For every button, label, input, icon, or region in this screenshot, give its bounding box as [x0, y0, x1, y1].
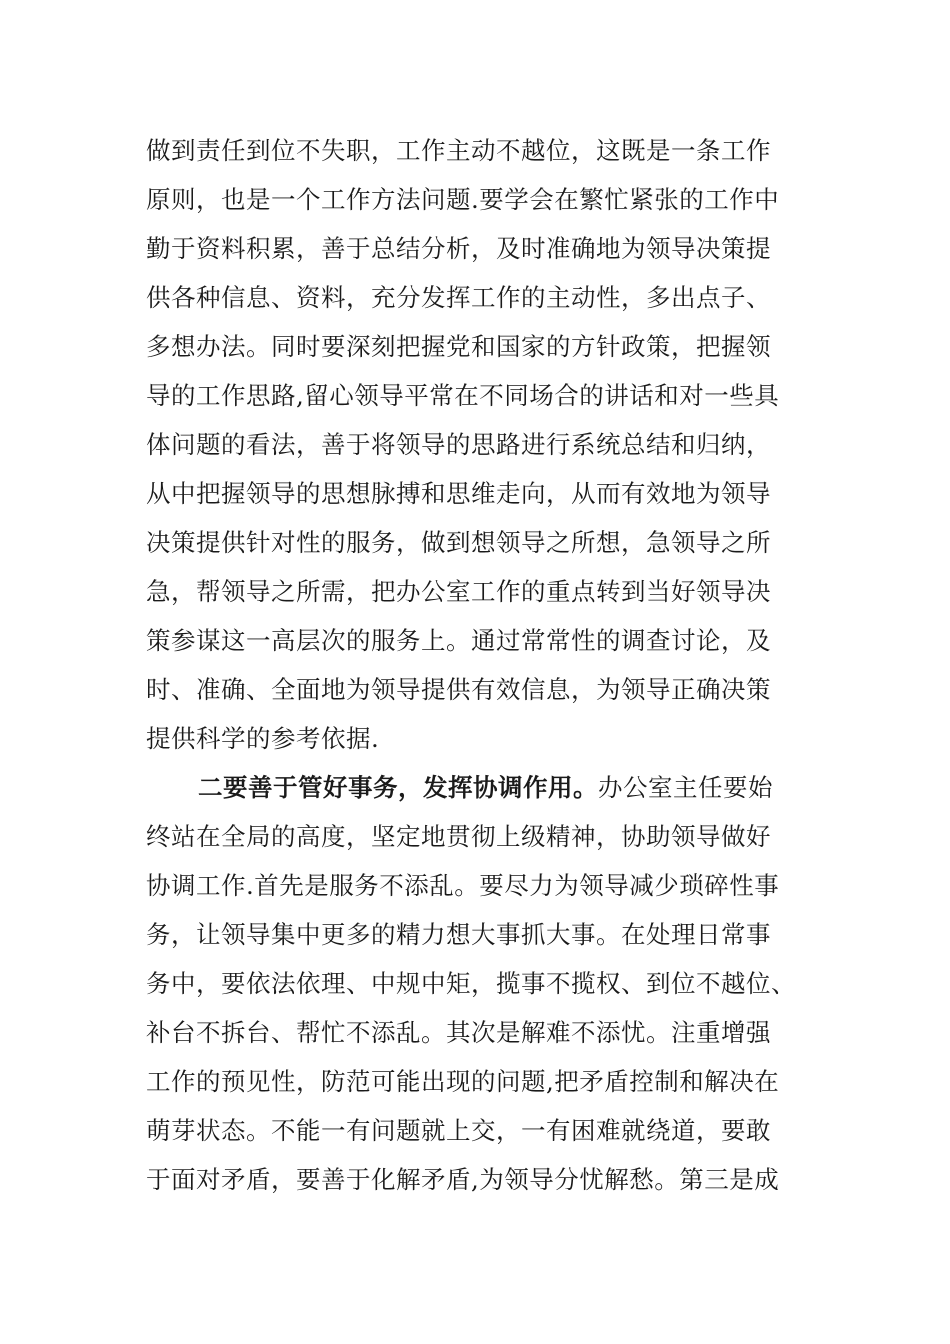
- paragraph-line: 时、准确、全面地为领导提供有效信息，为领导正确决策: [146, 675, 771, 704]
- paragraph-line: 策参谋这一高层次的服务上。通过常常性的调查讨论，及: [146, 626, 771, 655]
- paragraph-line: 于面对矛盾，要善于化解矛盾,为领导分忧解愁。第三是成: [146, 1165, 780, 1194]
- paragraph-line: 做到责任到位不失职，工作主动不越位，这既是一条工作: [146, 136, 771, 165]
- paragraph-first-line: [146, 763, 806, 812]
- paragraph-line: 决策提供针对性的服务，做到想领导之所想，急领导之所: [146, 528, 771, 557]
- paragraph-line: 萌芽状态。不能一有问题就上交，一有困难就绕道，要敢: [146, 1116, 771, 1145]
- paragraph-heading-rest: 办公室主任要始: [598, 773, 773, 802]
- paragraph-line: 提供科学的参考依据.: [146, 724, 380, 753]
- paragraph-line: 供各种信息、资料，充分发挥工作的主动性，多出点子、: [146, 283, 771, 312]
- paragraph-line: 务，让领导集中更多的精力想大事抓大事。在处理日常事: [146, 920, 771, 949]
- paragraph-2: [146, 763, 806, 1204]
- paragraph-line: 协调工作.首先是服务不添乱。要尽力为领导减少琐碎性事: [146, 871, 780, 900]
- paragraph-heading: 二要善于管好事务，发挥协调作用。: [198, 773, 598, 802]
- paragraph-line: 终站在全局的高度，坚定地贯彻上级精神，协助领导做好: [146, 822, 771, 851]
- paragraph-line: 工作的预见性，防范可能出现的问题,把矛盾控制和解决在: [146, 1067, 780, 1096]
- paragraph-line: 体问题的看法，善于将领导的思路进行系统总结和归纳，: [146, 430, 771, 459]
- body-text: [146, 126, 806, 1204]
- paragraph-1: [146, 126, 806, 763]
- paragraph-line: 多想办法。同时要深刻把握党和国家的方针政策，把握领: [146, 332, 771, 361]
- paragraph-line: 务中，要依法依理、中规中矩，揽事不揽权、到位不越位、: [146, 969, 796, 998]
- paragraph-line: 补台不拆台、帮忙不添乱。其次是解难不添忧。注重增强: [146, 1018, 771, 1047]
- paragraph-line: 勤于资料积累，善于总结分析，及时准确地为领导决策提: [146, 234, 771, 263]
- paragraph-line: 从中把握领导的思想脉搏和思维走向，从而有效地为领导: [146, 479, 771, 508]
- paragraph-line: 急，帮领导之所需，把办公室工作的重点转到当好领导决: [146, 577, 771, 606]
- paragraph-line: 导的工作思路,留心领导平常在不同场合的讲话和对一些具: [146, 381, 780, 410]
- paragraph-line: 原则，也是一个工作方法问题.要学会在繁忙紧张的工作中: [146, 185, 780, 214]
